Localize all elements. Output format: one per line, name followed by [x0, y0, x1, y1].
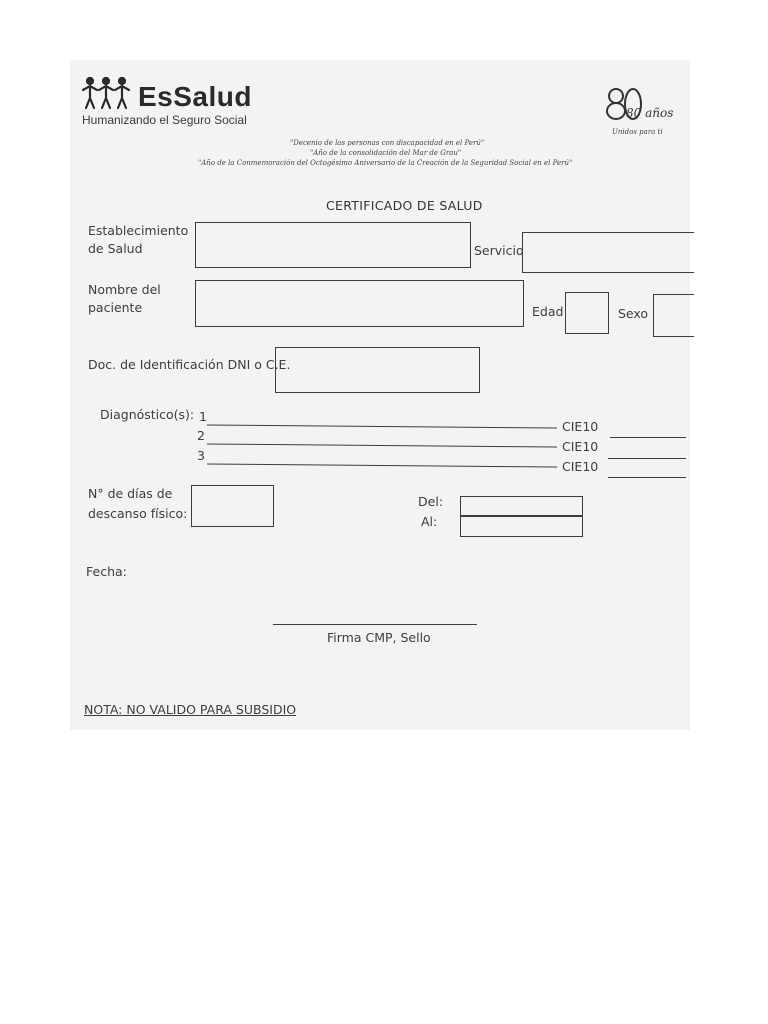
firma-label: Firma CMP, Sello: [327, 630, 431, 645]
cie10-line-3[interactable]: [608, 477, 686, 478]
sexo-label: Sexo: [618, 306, 649, 321]
servicio-field[interactable]: [522, 232, 694, 273]
nombre-paciente-field[interactable]: [195, 280, 524, 327]
establecimiento-label-line1: Establecimiento: [88, 223, 189, 238]
motto-line-3: "Año de la Conmemoración del Octogésimo Aniversario de la Creación de la Seguridad Social en el Perú": [198, 159, 573, 167]
sexo-field[interactable]: [653, 294, 694, 337]
diagnostico-number-3: 3: [197, 448, 205, 463]
diagnostico-label: Diagnóstico(s):: [100, 407, 195, 422]
motto-line-1: "Decenio de las personas con discapacidad en el Perú": [290, 139, 485, 147]
edad-label: Edad: [532, 304, 564, 319]
al-label: Al:: [421, 514, 438, 529]
cie10-line-2[interactable]: [608, 458, 686, 459]
nota-no-valido: NOTA: NO VALIDO PARA SUBSIDIO: [84, 702, 297, 717]
cie10-label-3: CIE10: [562, 459, 599, 474]
dias-descanso-field[interactable]: [191, 485, 274, 527]
fecha-label: Fecha:: [86, 564, 127, 579]
documento-label: Doc. de Identificación DNI o C.E.: [88, 357, 291, 372]
establecimiento-field[interactable]: [195, 222, 471, 268]
diagnostico-number-1: 1: [199, 409, 207, 424]
fecha-al-field[interactable]: [460, 515, 583, 537]
cie10-line-1[interactable]: [610, 437, 686, 438]
nombre-label-line2: paciente: [88, 300, 143, 315]
cie10-label-2: CIE10: [562, 439, 599, 454]
firma-line[interactable]: [273, 624, 477, 625]
essalud-people-icon: [82, 76, 140, 110]
documento-field[interactable]: [275, 347, 480, 393]
establecimiento-label-line2: de Salud: [88, 241, 143, 256]
essalud-tagline: Humanizando el Seguro Social: [82, 113, 247, 127]
certificate-title: CERTIFICADO DE SALUD: [326, 198, 483, 213]
cie10-label-1: CIE10: [562, 419, 599, 434]
fecha-del-field[interactable]: [460, 496, 583, 517]
anniversary-logo-text: 80 años: [626, 106, 674, 120]
del-label: Del:: [418, 494, 443, 509]
motto-line-2: "Año de la consolidación del Mar de Grau": [310, 149, 462, 157]
dias-descanso-label-line1: N° de días de: [88, 486, 173, 501]
dias-descanso-label-line2: descanso físico:: [88, 506, 188, 521]
anniversary-subtitle: Unidos para ti: [612, 128, 663, 136]
edad-field[interactable]: [565, 292, 609, 334]
nombre-label-line1: Nombre del: [88, 282, 161, 297]
servicio-label: Servicio: [474, 243, 524, 258]
diagnostico-number-2: 2: [197, 428, 205, 443]
essalud-logo-text: EsSalud: [138, 81, 252, 112]
